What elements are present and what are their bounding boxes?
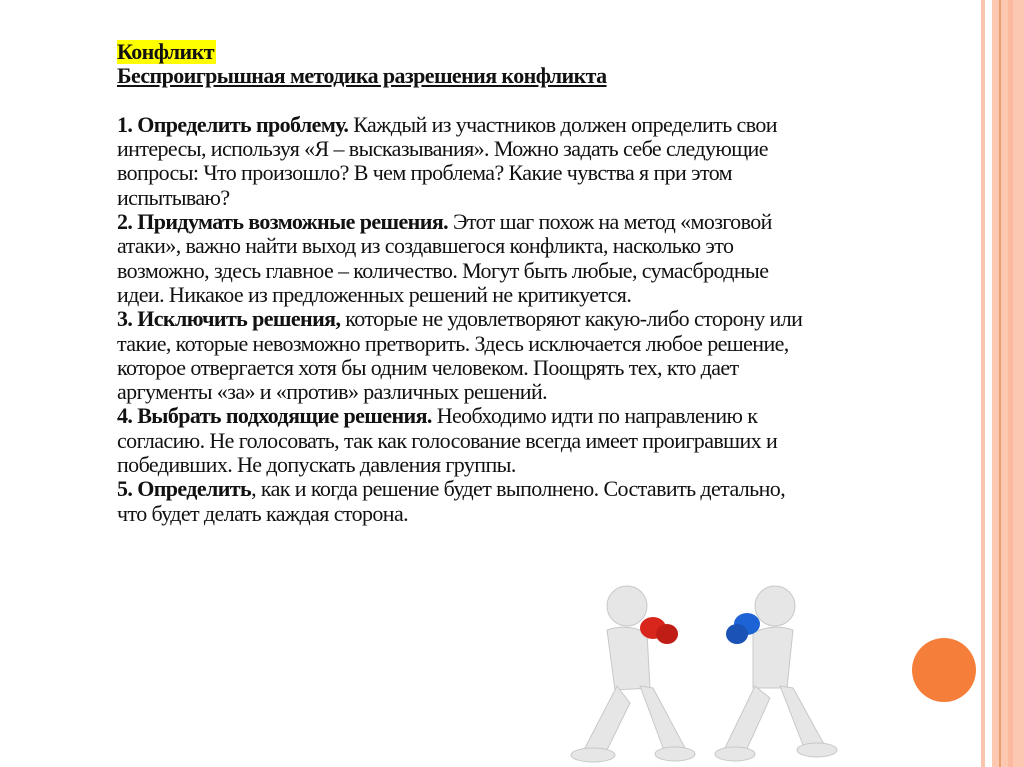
step-line: 4. Выбрать подходящие решения. Необходимо идти по направлению к [117,403,758,429]
step-heading: 3. Исключить решения, [117,306,341,332]
boxers-illustration [555,578,845,767]
decorative-circle [912,638,976,702]
step-line: такие, которые невозможно претворить. Здесь исключается любое решение, [117,330,789,356]
step-heading: 2. Придумать возможные решения. [117,209,449,235]
step-line: аргументы «за» и «против» различных решений. [117,379,548,405]
step-line: испытываю? [117,184,230,210]
slide-title: Конфликт [117,39,214,64]
step-line: 2. Придумать возможные решения. Этот шаг похож на метод «мозговой [117,209,772,235]
step-heading: 1. Определить проблему. [117,111,349,137]
step-line: победивших. Не допускать давления группы. [117,452,516,478]
step-line: что будет делать каждая сторона. [117,500,409,526]
step-line: идеи. Никакое из предложенных решений не критикуется. [117,281,632,307]
step-line: атаки», важно найти выход из создавшегося конфликта, насколько это [117,233,734,259]
step-line: 5. Определить, как и когда решение будет выполнено. Составить детально, [117,476,786,502]
step-heading: 4. Выбрать подходящие решения. [117,403,432,429]
slide-text [117,40,977,526]
step-heading: 5. Определить [117,476,252,502]
step-line: согласию. Не голосовать, так как голосование всегда имеет проигравших и [117,427,778,453]
step-line: которое отвергается хотя бы одним человеком. Поощрять тех, кто дает [117,354,739,380]
step-line: интересы, используя «Я – высказывания». Можно задать себе следующие [117,136,768,162]
slide-subtitle: Беспроигрышная методика разрешения конфликта [117,63,607,89]
border-stripe [1008,0,1013,767]
border-stripe [999,0,1001,767]
border-stripe [981,0,985,767]
step-line: 1. Определить проблему. Каждый из участников должен определить свои [117,111,777,137]
step-line: возможно, здесь главное – количество. Могут быть любые, сумасбродные [117,257,769,283]
steps-list [117,113,977,526]
step-line: вопросы: Что произошло? В чем проблема? Какие чувства я при этом [117,160,732,186]
step-line: 3. Исключить решения, которые не удовлетворяют какую-либо сторону или [117,306,803,332]
